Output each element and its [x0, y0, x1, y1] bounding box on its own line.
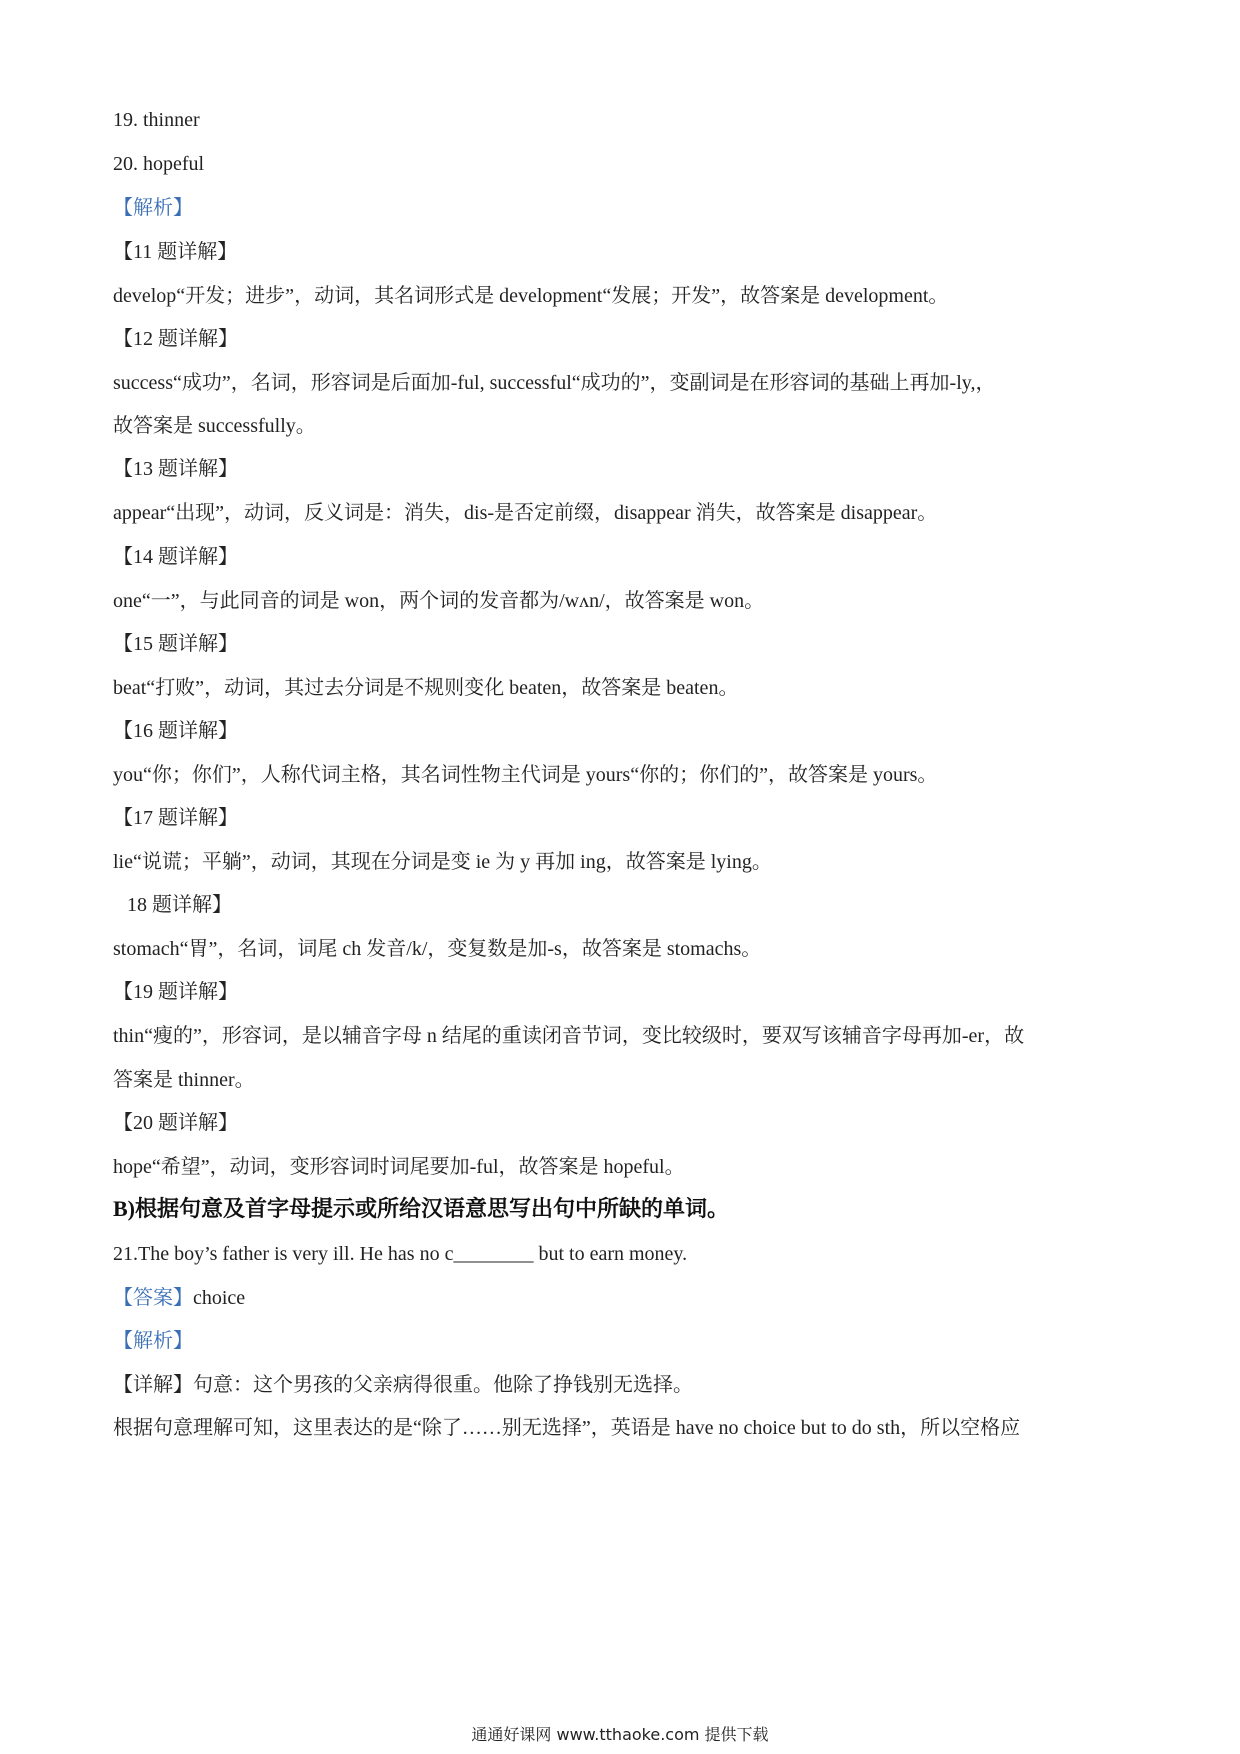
- detail-12-text: success“成功”，名词，形容词是后面加-ful, successful“成功的”，变副词是在形容词的基础上再加-ly,，: [113, 372, 996, 394]
- detail-11-title: 【11 题详解】: [113, 241, 238, 263]
- detail-14-text: one“一”，与此同音的词是 won，两个词的发音都为/wʌn/，故答案是 won。: [113, 590, 765, 612]
- answer-21: [113, 1285, 1133, 1311]
- detail-20-title: 【20 题详解】: [113, 1112, 238, 1134]
- answer-value: choice: [193, 1287, 246, 1309]
- detail-12-text-cont: 故答案是 successfully。: [113, 415, 316, 437]
- answer-19: 19. thinner: [113, 109, 200, 131]
- detail-17-title: 【17 题详解】: [113, 807, 238, 829]
- analysis-label: 【解析】: [113, 197, 193, 219]
- answer-label: 【答案】: [113, 1287, 193, 1309]
- section-b-heading: B)根据句意及首字母提示或所给汉语意思写出句中所缺的单词。: [113, 1196, 730, 1221]
- explain-21-line: 根据句意理解可知，这里表达的是“除了……别无选择”，英语是 have no choice but to do sth，所以空格应: [113, 1417, 1021, 1439]
- detail-11-text: develop“开发；进步”，动词，其名词形式是 development“发展；开发”，故答案是 development。: [113, 285, 949, 307]
- detail-17-text: lie“说谎；平躺”，动词，其现在分词是变 ie 为 y 再加 ing，故答案是 lying。: [113, 851, 772, 873]
- detail-13-title: 【13 题详解】: [113, 458, 238, 480]
- detail-14-title: 【14 题详解】: [113, 546, 238, 568]
- answer-20: 20. hopeful: [113, 153, 205, 175]
- detail-21-line: 【详解】句意：这个男孩的父亲病得很重。他除了挣钱别无选择。: [113, 1374, 693, 1396]
- detail-19-title: 【19 题详解】: [113, 981, 238, 1003]
- detail-12-title: 【12 题详解】: [113, 328, 238, 350]
- detail-19-text-cont: 答案是 thinner。: [113, 1069, 255, 1091]
- analysis-label-21: 【解析】: [113, 1330, 193, 1352]
- detail-13-text: appear“出现”，动词，反义词是：消失，dis-是否定前缀，disappear 消失，故答案是 disappear。: [113, 502, 938, 524]
- detail-20-text: hope“希望”，动词，变形容词时词尾要加-ful，故答案是 hopeful。: [113, 1156, 685, 1178]
- detail-16-title: 【16 题详解】: [113, 720, 238, 742]
- detail-19-text: thin“瘦的”，形容词，是以辅音字母 n 结尾的重读闭音节词，变比较级时，要双写该辅音字母再加-er，故: [113, 1025, 1025, 1047]
- question-21: 21.The boy’s father is very ill. He has no c________ but to earn money.: [113, 1243, 688, 1265]
- detail-15-title: 【15 题详解】: [113, 633, 238, 655]
- page-footer: 通通好课网 www.tthaoke.com 提供下载: [471, 1725, 769, 1744]
- detail-16-text: you“你；你们”，人称代词主格，其名词性物主代词是 yours“你的；你们的”，故答案是 yours。: [113, 764, 938, 786]
- detail-15-text: beat“打败”，动词，其过去分词是不规则变化 beaten，故答案是 beaten。: [113, 677, 739, 699]
- detail-18-text: stomach“胃”，名词，词尾 ch 发音/k/，变复数是加-s，故答案是 stomachs。: [113, 938, 762, 960]
- detail-18-title: 18 题详解】: [127, 894, 232, 916]
